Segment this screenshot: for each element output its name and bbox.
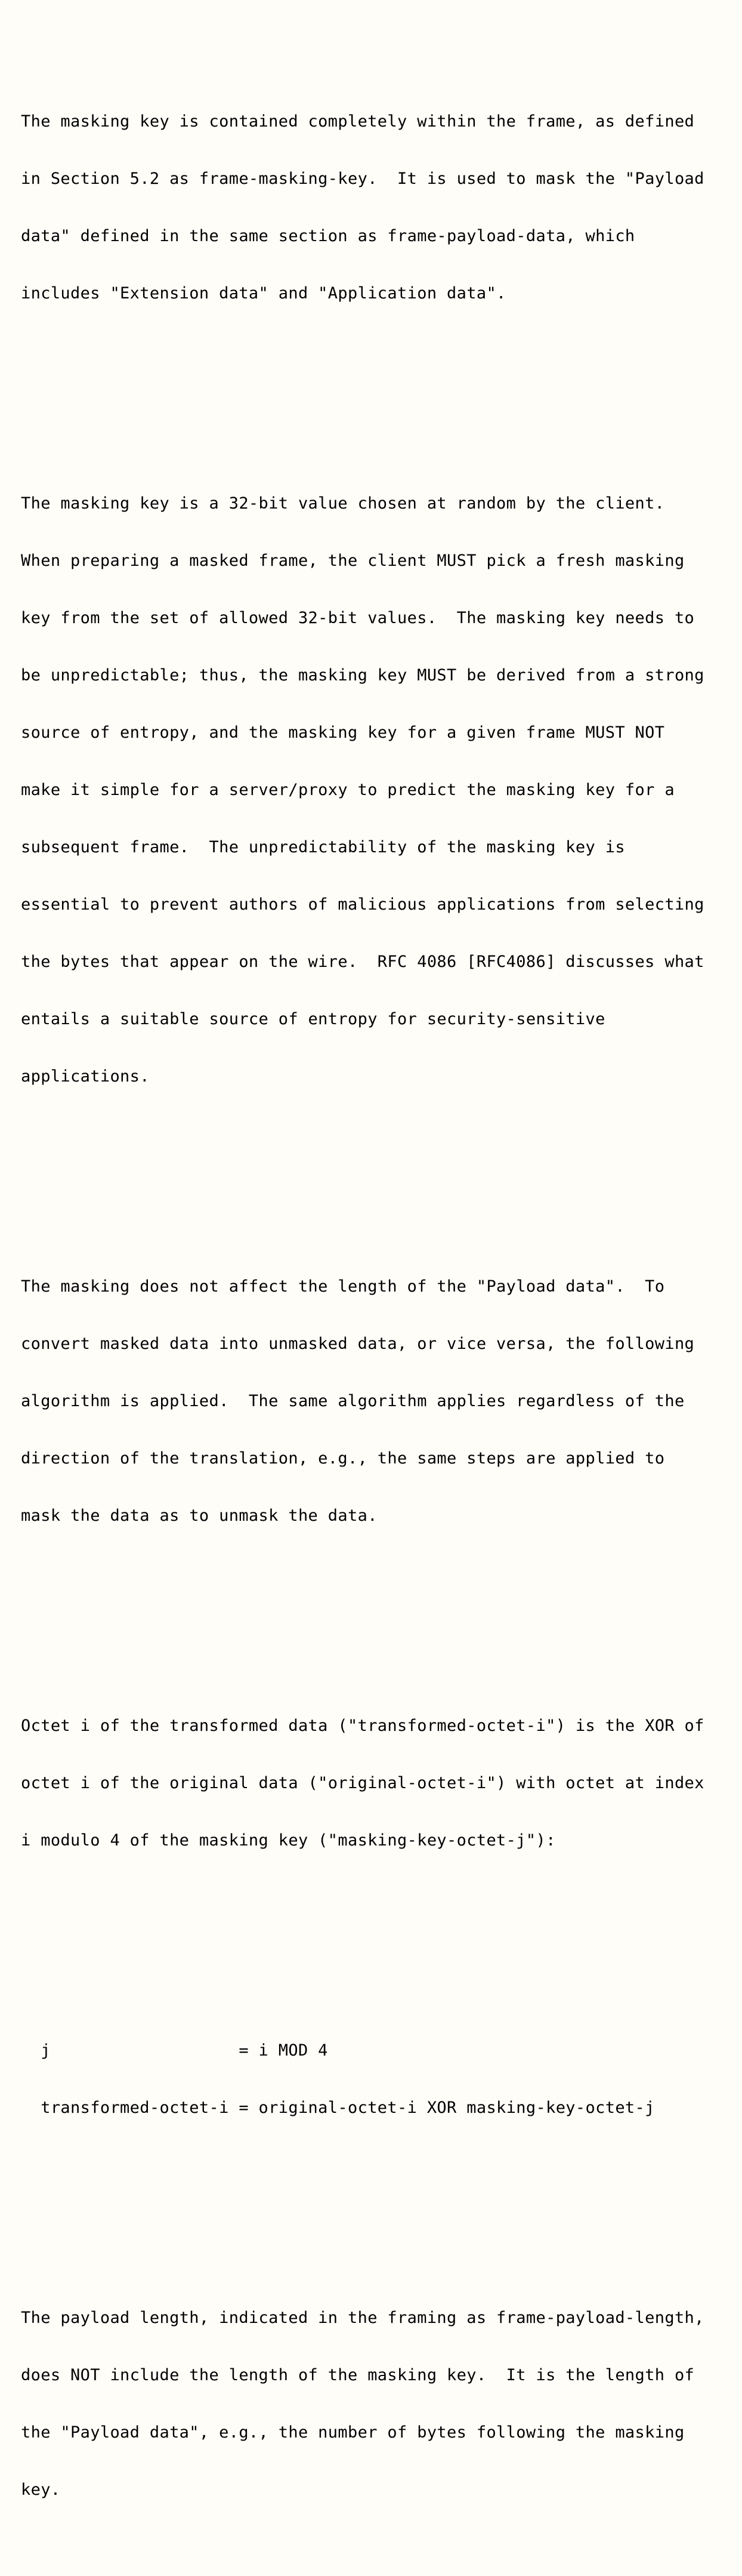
text-line: subsequent frame. The unpredictability of the masking key is <box>21 838 625 856</box>
text-line: algorithm is applied. The same algorithm applies regardless of the <box>21 1392 685 1410</box>
text-line: The masking key is contained completely within the frame, as defined <box>21 112 695 131</box>
rfc-document-body <box>21 17 737 2576</box>
formula-line: transformed-octet-i = original-octet-i XOR masking-key-octet-j <box>21 2099 655 2117</box>
paragraph-masking-key-randomness <box>21 456 737 1124</box>
text-line: data" defined in the same section as frame-payload-data, which <box>21 227 635 245</box>
paragraph-masking-key-location <box>21 74 737 341</box>
text-line: does NOT include the length of the masking key. It is the length of <box>21 2366 695 2384</box>
text-line: key from the set of allowed 32-bit values. The masking key needs to <box>21 609 695 627</box>
paragraph-spacer <box>21 1163 737 1182</box>
text-line: convert masked data into unmasked data, or vice versa, the following <box>21 1335 695 1353</box>
text-line: The payload length, indicated in the framing as frame-payload-length, <box>21 2309 704 2327</box>
paragraph-masking-length <box>21 1239 737 1564</box>
text-line: in Section 5.2 as frame-masking-key. It is used to mask the "Payload <box>21 170 704 188</box>
text-line: Octet i of the transformed data ("transformed-octet-i") is the XOR of <box>21 1717 704 1735</box>
paragraph-xor-definition <box>21 1678 737 1888</box>
text-line: the "Payload data", e.g., the number of bytes following the masking <box>21 2423 685 2442</box>
paragraph-spacer <box>21 380 737 399</box>
text-line: essential to prevent authors of malicious applications from selecting <box>21 895 704 914</box>
text-line: mask the data as to unmask the data. <box>21 1506 378 1525</box>
text-line: make it simple for a server/proxy to predict the masking key for a <box>21 781 675 799</box>
text-line: i modulo 4 of the masking key ("masking-key-octet-j"): <box>21 1831 556 1850</box>
formula-line: j = i MOD 4 <box>21 2041 328 2060</box>
text-line: The masking key is a 32-bit value chosen at random by the client. <box>21 494 665 513</box>
text-line: be unpredictable; thus, the masking key MUST be derived from a strong <box>21 666 704 685</box>
text-line: key. <box>21 2481 61 2499</box>
paragraph-payload-length <box>21 2270 737 2538</box>
text-line: includes "Extension data" and "Application data". <box>21 284 506 303</box>
text-line: entails a suitable source of entropy for security-sensitive <box>21 1010 605 1028</box>
text-line: the bytes that appear on the wire. RFC 4086 [RFC4086] discusses what <box>21 953 704 971</box>
text-line: source of entropy, and the masking key for a given frame MUST NOT <box>21 723 665 742</box>
paragraph-spacer <box>21 1927 737 1946</box>
text-line: The masking does not affect the length of the "Payload data". To <box>21 1277 665 1296</box>
paragraph-spacer <box>21 1602 737 1621</box>
text-line: When preparing a masked frame, the client MUST pick a fresh masking <box>21 551 685 570</box>
text-line: octet i of the original data ("original-octet-i") with octet at index <box>21 1774 704 1792</box>
paragraph-spacer <box>21 2194 737 2213</box>
text-line: direction of the translation, e.g., the same steps are applied to <box>21 1449 665 1468</box>
text-line: applications. <box>21 1067 150 1086</box>
formula-block <box>21 2003 737 2156</box>
